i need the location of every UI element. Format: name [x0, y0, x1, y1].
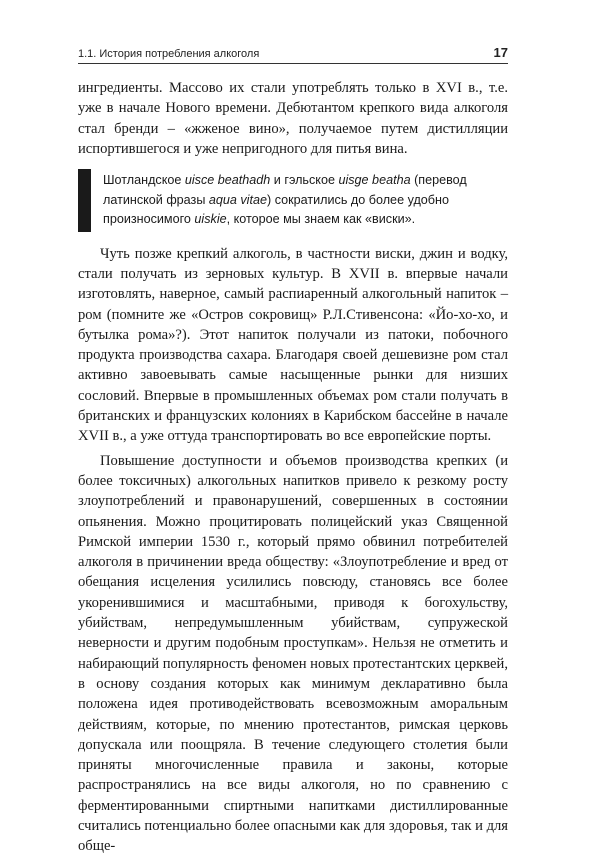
aside-text-2: и гэльское: [270, 173, 339, 188]
paragraph-brandy: ингредиенты. Массово их стали употреблять только в XVI в., т.е. уже в начале Нового времени. Дебютантом крепкого вида алкоголя стал бренди – «жженое вино», получаемое путем дистилляции испортившегося и уже непригодного для питья вина.: [78, 80, 508, 157]
aside-text-3: (перевод латинской фразы: [103, 173, 467, 207]
section-title: 1.1. История потребления алкоголя: [78, 48, 260, 60]
book-page: [78, 40, 508, 855]
aside-text-1: Шотландское: [103, 173, 185, 188]
aside-term-aqua: aqua vitae: [208, 192, 267, 207]
page-number: 17: [493, 45, 508, 60]
aside-text-4: ) сократились до более удобно произносимого: [103, 192, 449, 227]
paragraph-consequences: Повышение доступности и объемов производства крепких (и более токсичных) алкогольных напитков привело к резкому росту злоупотреблений и правонарушений, совершенных в состоянии опьянения. Можно процитировать полицейский указ Священной Римской империи 1530 г., который прямо обвинил потребителей алкоголя в причинении вреда обществу: «Злоупотребление и вред от обещания исцеления усилились повсюду, становясь все более укоренившимися и масштабными, приводя к богохульству, убийствам, непредумышленным убийствам, супружеской неверности и другим подобным проступкам». Нельзя не отметить и набирающий популярность феномен новых протестантских церквей, в основу создания которых как минимум декларативно была положена идея противодействовать всевозможным аморальным действиям, которые, по мнению протестантов, римская церковь допускала или поощряла. В течение следующего столетия были приняты многочисленные правила и законы, которые распространялись на все виды алкоголя, но по сравнению с ферментированными спиртными напитками дистиллированные считались потенциально более опасными как для здоровья, так и для обще-: [78, 452, 508, 855]
running-header: [78, 40, 508, 64]
aside-term-uisge: uisge beatha: [338, 173, 411, 188]
paragraph-rum: Чуть позже крепкий алкоголь, в частности виски, джин и водку, стали получать из зерновых культур. В XVII в. впервые начали изготовлять, наверное, самый распиаренный алкогольный напиток – ром (помните же «Остров сокровищ» Р.Л.Стивенсона: «Йо-хо-хо, и бутылка рома»?). Этот напиток получали из патоки, побочного продукта производства сахара. Благодаря своей дешевизне ром стал активно завоевывать самые насыщенные рынки для низших сословий. Впервые в промышленных объемах ром стали получать в британских и французских колониях в Карибском бассейне в начале XVII в., а уже оттуда транспортировать во все европейские порты.: [78, 245, 508, 445]
aside-term-uisce: uisce beathadh: [184, 173, 271, 188]
aside-note: [78, 169, 508, 232]
aside-bar: [78, 169, 91, 232]
aside-text-5: , которое мы знаем как «виски».: [226, 212, 416, 227]
aside-text: [103, 169, 508, 232]
aside-term-uiskie: uiskie: [194, 212, 227, 227]
